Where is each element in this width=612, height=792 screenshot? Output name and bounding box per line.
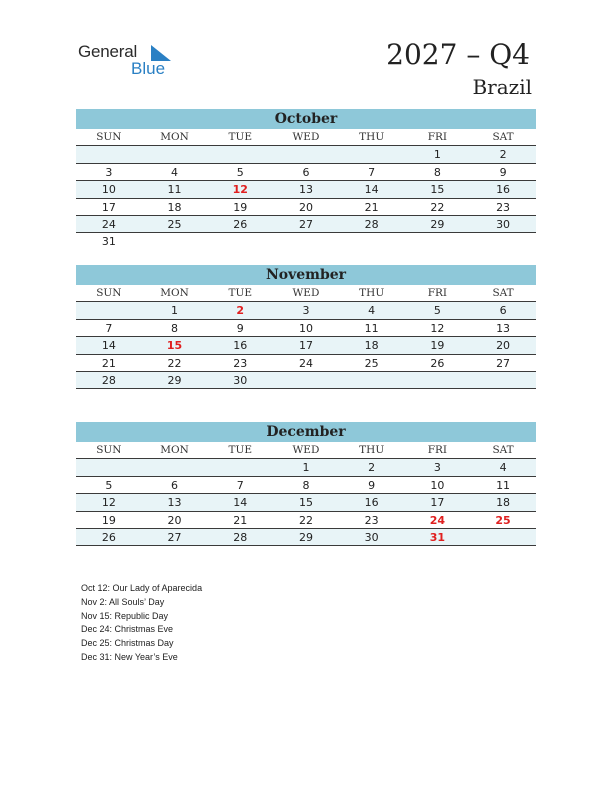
week-row bbox=[76, 372, 536, 389]
day-cell bbox=[207, 146, 273, 162]
day-cell: 30 bbox=[496, 217, 511, 231]
weekday-label: SAT bbox=[492, 287, 514, 299]
week-row bbox=[76, 459, 536, 476]
day-cell: 10 bbox=[298, 321, 313, 335]
day-cell bbox=[273, 372, 339, 388]
day-cell: 1 bbox=[171, 304, 179, 318]
weekday-label: WED bbox=[292, 287, 320, 299]
weekday-label: THU bbox=[359, 131, 385, 143]
week-row bbox=[76, 233, 536, 250]
week-row bbox=[76, 302, 536, 319]
holiday-day-cell: 24 bbox=[429, 513, 446, 527]
weekday-label: MON bbox=[160, 287, 189, 299]
holiday-day-cell: 31 bbox=[429, 530, 446, 544]
holiday-note: Nov 15: Republic Day bbox=[81, 610, 169, 621]
day-cell: 31 bbox=[101, 235, 116, 249]
day-cell: 22 bbox=[298, 513, 313, 527]
day-cell: 26 bbox=[101, 530, 116, 544]
day-cell: 12 bbox=[430, 321, 445, 335]
day-cell: 23 bbox=[233, 356, 248, 370]
day-cell: 29 bbox=[430, 217, 445, 231]
day-cell: 28 bbox=[101, 373, 116, 387]
day-cell: 10 bbox=[430, 478, 445, 492]
holiday-note: Dec 25: Christmas Day bbox=[81, 638, 174, 649]
day-cell: 3 bbox=[433, 461, 441, 475]
weekday-label: MON bbox=[160, 131, 189, 143]
day-cell: 30 bbox=[364, 530, 379, 544]
weekday-header-row bbox=[76, 442, 536, 459]
holiday-note: Oct 12: Our Lady of Aparecida bbox=[81, 583, 203, 593]
day-cell: 9 bbox=[236, 321, 244, 335]
day-cell: 5 bbox=[105, 478, 113, 492]
weekday-label: WED bbox=[292, 131, 320, 143]
weekday-label: FRI bbox=[427, 287, 448, 299]
day-cell: 13 bbox=[167, 496, 182, 510]
day-cell: 18 bbox=[364, 339, 379, 353]
day-cell: 27 bbox=[298, 217, 313, 231]
day-cell bbox=[470, 233, 536, 250]
holiday-day-cell: 15 bbox=[166, 339, 183, 353]
month-october bbox=[76, 109, 536, 251]
day-cell: 24 bbox=[101, 217, 116, 231]
day-cell: 27 bbox=[167, 530, 182, 544]
day-cell: 3 bbox=[105, 165, 113, 179]
day-cell: 17 bbox=[101, 200, 116, 214]
day-cell: 3 bbox=[302, 304, 310, 318]
day-cell bbox=[76, 302, 142, 318]
day-cell: 25 bbox=[364, 356, 379, 370]
month-november bbox=[76, 265, 536, 389]
day-cell: 6 bbox=[499, 304, 507, 318]
day-cell: 19 bbox=[101, 513, 116, 527]
weekday-label: THU bbox=[359, 287, 385, 299]
day-cell: 12 bbox=[101, 496, 116, 510]
day-cell: 28 bbox=[233, 530, 248, 544]
day-cell: 19 bbox=[233, 200, 248, 214]
day-cell: 27 bbox=[496, 356, 511, 370]
day-cell: 29 bbox=[298, 530, 313, 544]
day-cell: 25 bbox=[167, 217, 182, 231]
day-cell: 9 bbox=[368, 478, 376, 492]
week-row bbox=[76, 181, 536, 198]
day-cell: 16 bbox=[364, 496, 379, 510]
day-cell bbox=[405, 372, 471, 388]
weekday-header-row bbox=[76, 129, 536, 146]
month-title: November bbox=[76, 265, 536, 285]
day-cell bbox=[470, 529, 536, 545]
day-cell: 13 bbox=[496, 321, 511, 335]
day-cell: 17 bbox=[298, 339, 313, 353]
weekday-label: TUE bbox=[228, 287, 253, 299]
day-cell: 5 bbox=[236, 165, 244, 179]
generalblue-logo bbox=[78, 42, 178, 78]
day-cell: 7 bbox=[368, 165, 376, 179]
day-cell bbox=[273, 233, 339, 250]
day-cell: 8 bbox=[302, 478, 310, 492]
day-cell bbox=[207, 233, 273, 250]
day-cell bbox=[207, 459, 273, 475]
day-cell: 7 bbox=[236, 478, 244, 492]
logo-blue-text: Blue bbox=[131, 59, 166, 78]
weekday-label: TUE bbox=[228, 444, 253, 456]
day-cell: 14 bbox=[233, 496, 248, 510]
day-cell: 16 bbox=[496, 183, 511, 197]
day-cell: 17 bbox=[430, 496, 445, 510]
day-cell bbox=[142, 459, 208, 475]
country-name: Brazil bbox=[472, 75, 532, 99]
day-cell: 14 bbox=[364, 183, 379, 197]
day-cell: 24 bbox=[298, 356, 313, 370]
page-title: 2027 – Q4 bbox=[386, 38, 530, 71]
day-cell bbox=[76, 459, 142, 475]
day-cell: 11 bbox=[167, 183, 182, 197]
week-row bbox=[76, 146, 536, 163]
day-cell bbox=[339, 372, 405, 388]
day-cell: 28 bbox=[364, 217, 379, 231]
weekday-label: FRI bbox=[427, 444, 448, 456]
day-cell: 6 bbox=[171, 478, 179, 492]
month-title: December bbox=[76, 422, 536, 442]
day-cell: 11 bbox=[496, 478, 511, 492]
day-cell: 4 bbox=[499, 461, 507, 475]
holiday-day-cell: 12 bbox=[232, 183, 248, 197]
weekday-label: MON bbox=[160, 444, 189, 456]
day-cell: 15 bbox=[430, 183, 445, 197]
week-row bbox=[76, 337, 536, 354]
day-cell: 18 bbox=[496, 496, 511, 510]
day-cell: 18 bbox=[167, 200, 182, 214]
day-cell: 15 bbox=[298, 496, 313, 510]
day-cell bbox=[339, 233, 405, 250]
day-cell: 30 bbox=[233, 373, 248, 387]
day-cell: 20 bbox=[496, 339, 511, 353]
day-cell: 4 bbox=[171, 165, 179, 179]
week-row bbox=[76, 199, 536, 216]
weekday-label: TUE bbox=[228, 131, 253, 143]
day-cell bbox=[76, 146, 142, 162]
day-cell: 19 bbox=[430, 339, 445, 353]
day-cell: 22 bbox=[430, 200, 445, 214]
week-row bbox=[76, 320, 536, 337]
day-cell: 6 bbox=[302, 165, 310, 179]
week-row bbox=[76, 477, 536, 494]
holiday-note: Dec 31: New Year’s Eve bbox=[81, 651, 178, 662]
day-cell: 2 bbox=[368, 461, 376, 475]
weekday-label: SUN bbox=[96, 444, 122, 456]
day-cell: 21 bbox=[101, 356, 116, 370]
weekday-header-row bbox=[76, 285, 536, 302]
logo-general-text: General bbox=[78, 42, 138, 61]
week-row bbox=[76, 512, 536, 529]
weekday-label: SAT bbox=[492, 444, 514, 456]
weekday-label: WED bbox=[292, 444, 320, 456]
holiday-list bbox=[81, 582, 202, 665]
day-cell: 4 bbox=[368, 304, 376, 318]
day-cell: 1 bbox=[302, 461, 310, 475]
day-cell: 20 bbox=[167, 513, 182, 527]
day-cell: 11 bbox=[364, 321, 379, 335]
holiday-day-cell: 2 bbox=[236, 304, 245, 318]
day-cell bbox=[273, 146, 339, 162]
day-cell: 16 bbox=[233, 339, 248, 353]
day-cell: 14 bbox=[101, 339, 116, 353]
day-cell: 23 bbox=[496, 200, 511, 214]
weekday-label: SUN bbox=[96, 287, 122, 299]
day-cell: 26 bbox=[233, 217, 248, 231]
day-cell: 13 bbox=[298, 183, 313, 197]
day-cell bbox=[142, 233, 208, 250]
month-december bbox=[76, 422, 536, 546]
day-cell bbox=[405, 233, 471, 250]
day-cell: 8 bbox=[171, 321, 179, 335]
day-cell: 21 bbox=[364, 200, 379, 214]
day-cell: 8 bbox=[433, 165, 441, 179]
week-row bbox=[76, 355, 536, 372]
day-cell: 26 bbox=[430, 356, 445, 370]
week-row bbox=[76, 164, 536, 181]
day-cell: 5 bbox=[433, 304, 441, 318]
day-cell bbox=[339, 146, 405, 162]
day-cell: 9 bbox=[499, 165, 507, 179]
weekday-label: SAT bbox=[492, 131, 514, 143]
holiday-day-cell: 25 bbox=[495, 513, 511, 527]
weekday-label: SUN bbox=[96, 131, 122, 143]
day-cell: 2 bbox=[499, 148, 507, 162]
weekday-label: THU bbox=[359, 444, 385, 456]
week-row bbox=[76, 216, 536, 233]
holiday-note: Nov 2: All Souls’ Day bbox=[81, 596, 165, 607]
holiday-note: Dec 24: Christmas Eve bbox=[81, 624, 174, 635]
day-cell: 20 bbox=[298, 200, 313, 214]
day-cell: 1 bbox=[433, 148, 441, 162]
week-row bbox=[76, 494, 536, 511]
day-cell: 23 bbox=[364, 513, 379, 527]
day-cell: 21 bbox=[233, 513, 248, 527]
day-cell: 7 bbox=[105, 321, 113, 335]
day-cell: 22 bbox=[167, 356, 182, 370]
day-cell bbox=[142, 146, 208, 162]
day-cell: 29 bbox=[167, 373, 182, 387]
week-row bbox=[76, 529, 536, 546]
weekday-label: FRI bbox=[427, 131, 448, 143]
day-cell bbox=[470, 372, 536, 388]
day-cell: 10 bbox=[101, 183, 116, 197]
month-title: October bbox=[76, 109, 536, 129]
